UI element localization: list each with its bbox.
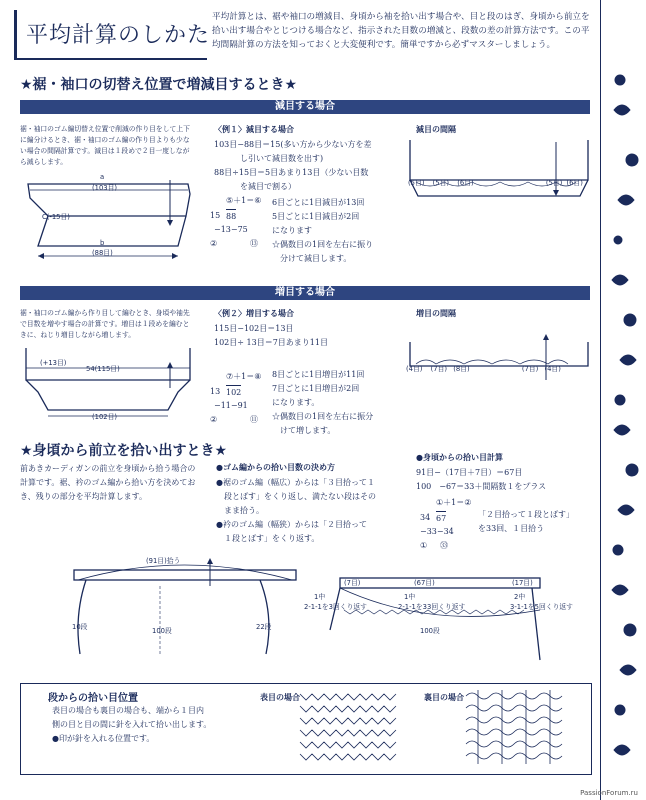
bottom-lines <box>52 704 252 746</box>
pick-result-line: を33回、１目拾う <box>478 524 545 533</box>
decrease-interval-label: (5目) <box>432 179 450 187</box>
page-title: 平均計算のしかた <box>26 23 211 48</box>
decrease-top-value: (103目) <box>92 184 118 192</box>
increase-interval-label: (4目) <box>406 365 423 373</box>
border-line <box>600 0 601 800</box>
right-rows-label: 100段 <box>420 627 440 635</box>
example1-calc-line: し引いて減目数を出す) <box>240 154 324 163</box>
pick-calc-line: 100 −67＝33＋間隔数１をプラス <box>416 482 547 491</box>
purl-label: 裏目の場合 <box>424 693 464 702</box>
pick-result-line: 「２目拾って１段とばす」 <box>478 510 574 519</box>
example1-calc-line: を減目で割る） <box>240 182 296 191</box>
example1-div-bottom-right: ⑬ <box>250 239 258 248</box>
rib-line: ●衿のゴム編（幅狭）からは「２目拾って <box>216 520 367 529</box>
example1-result <box>272 196 402 266</box>
increase-top-value: 54(115目) <box>86 365 120 373</box>
rib-line: ●裾のゴム編（幅広）からは「３目拾って１ <box>216 478 375 487</box>
example2-calc <box>214 322 404 350</box>
bottom-title: 段からの拾い目位置 <box>48 693 138 704</box>
knit-label: 表目の場合 <box>260 693 300 702</box>
example1-div-divisor: 15 <box>210 211 221 220</box>
knit-swatch <box>296 688 402 768</box>
section1-heading: ★裾・袖口の切替え位置で増減目するとき★ <box>20 77 298 93</box>
example1-result-line: 分けて減目します。 <box>280 254 352 263</box>
example1-calc <box>214 138 404 194</box>
example1-div-top: ⑤＋1＝⑥ <box>226 196 262 205</box>
increase-interval-diagram <box>404 326 594 396</box>
purl-swatch <box>462 688 568 768</box>
increase-interval-title: 増目の間隔 <box>416 309 456 318</box>
right-right-count: (17目) <box>512 579 533 587</box>
section2-heading: ★身頃から前立を拾い出すとき★ <box>20 443 228 459</box>
site-watermark: PassionForum.ru <box>580 789 638 797</box>
pick-calc-title: ●身頃からの拾い目計算 <box>416 453 503 462</box>
decrease-bottom-value: (88目) <box>92 249 113 257</box>
left-pick-label: (91目)拾う <box>146 557 181 565</box>
right-right-mark: 2中 <box>514 593 526 601</box>
rib-line: まま拾う。 <box>224 506 264 515</box>
right-right-rule: 3-1-1を5回くり返す <box>510 603 573 611</box>
example2-title: 〈例２〉増目する場合 <box>214 309 294 318</box>
example2-div-bottom-right: ⑪ <box>250 415 258 424</box>
pick-div-dividend: 67 <box>436 511 446 526</box>
rib-title: ●ゴム編からの拾い目数の決め方 <box>216 463 335 472</box>
pick-div-bottom-right: ㉝ <box>440 541 448 550</box>
example2-result-line: けて増します。 <box>280 426 336 435</box>
decrease-desc: 裾・袖口のゴム編切替え位置で削減の作り目をして上下に編分けるとき、裾・袖口のゴム編の作り目よりも少ない場合の間隔計算です。減目は１段めで２目一度しながら減らします。 <box>20 125 190 166</box>
decrease-interval-label: (5目) <box>408 179 425 187</box>
example1-div-sub: −13−75 <box>214 225 248 234</box>
left-rows-label: 100段 <box>152 627 172 635</box>
example1-div-bottom-left: ② <box>210 239 218 248</box>
pick-div-top: ①＋1＝② <box>436 498 472 507</box>
example2-div-sub: −11−91 <box>214 401 248 410</box>
pick-calc-line: 91目−（17目＋7目）＝67目 <box>416 468 523 477</box>
example2-result-line: 8目ごとに1目増目が11回 <box>272 370 365 379</box>
rib-lines <box>216 476 406 546</box>
bottom-line: 側の目と目の間に針を入れて拾い出します。 <box>52 720 212 729</box>
example2-calc-line: 102目÷ 13目＝7目あまり11目 <box>214 338 328 347</box>
right-center-rule: 2-1-1を33回くり返す <box>398 603 466 611</box>
decrease-interval-diagram <box>404 140 594 210</box>
decrease-interval-labels <box>406 178 596 189</box>
rib-line: 段とばす」をくり返し、満たない段はその <box>224 492 376 501</box>
decrease-interval-label: (5目) <box>545 179 563 187</box>
example1-result-line: 6目ごとに1目減目が13回 <box>272 198 365 207</box>
example1-calc-line: 88目÷15目＝5目あまり13目（少ない目数 <box>214 168 369 177</box>
floral-border <box>604 0 646 800</box>
bottom-line: ●印が針を入れる位置です。 <box>52 734 155 743</box>
example2-result <box>272 368 402 438</box>
right-left-rule: 2-1-1を3回くり返す <box>304 603 367 611</box>
example2-result-line: ☆偶数目の1回を左右に振分 <box>272 412 374 421</box>
pick-calc-lines <box>416 466 596 494</box>
example2-div-divisor: 13 <box>210 387 221 396</box>
right-center-mark: 1中 <box>404 593 416 601</box>
decrease-b-label: b <box>100 239 105 247</box>
increase-top-left: (+13目) <box>40 359 67 367</box>
right-left-mark: 1中 <box>314 593 326 601</box>
decrease-a-label: a <box>100 173 105 181</box>
left-rows2-label: 22段 <box>256 623 272 631</box>
decrease-c-label: C(-15目) <box>42 213 70 221</box>
increase-bar: 増目する場合 <box>20 286 590 300</box>
example2-div-dividend: 102 <box>226 385 241 400</box>
increase-desc: 裾・袖口のゴム編から作り目して編むとき、身頃や袖先で目数を増やす場合の計算です。増目は１段めを編むときに、ねじり増目しながら増します。 <box>20 309 190 339</box>
pick-div-sub: −33−34 <box>420 527 454 536</box>
increase-interval-labels <box>406 364 596 375</box>
increase-interval-label: (7目) <box>430 365 448 373</box>
bottom-line: 表目の場合も裏目の場合も、端から１目内 <box>52 706 204 715</box>
increase-interval-label: (7目) <box>521 365 539 373</box>
example2-result-line: 7目ごとに1目増目が2回 <box>272 384 360 393</box>
example1-result-line: になります <box>272 226 312 235</box>
pick-div-bottom-left: ① <box>420 541 428 550</box>
intro-text: 平均計算とは、裾や袖口の増減目、身頃から袖を拾い出す場合や、目と段のはぎ、身頃から前立を拾い出す場合やとじつける場合など、指示された目数の増減と、段数の差の計算方法です。この平均間隔計算の方法を知っておくと大変便利です。簡単ですから必ずマスターしましょう。 <box>212 12 590 50</box>
right-left-count: (7目) <box>344 579 361 587</box>
example1-div-dividend: 88 <box>226 209 236 224</box>
decrease-interval-title: 減目の間隔 <box>416 125 456 134</box>
example2-div-top: ⑦＋1＝⑧ <box>226 372 262 381</box>
example1-result-line: ☆偶数目の1回を左右に振り <box>272 240 374 249</box>
increase-bottom-value: (102目) <box>92 413 118 421</box>
decrease-interval-label: (6目) <box>566 179 583 187</box>
decrease-interval-label: (6目) <box>457 179 474 187</box>
increase-interval-label: (4目) <box>544 365 561 373</box>
example1-calc-line: 103目−88目＝15(多い方から少ない方を差 <box>214 140 372 149</box>
pick-result <box>478 508 598 536</box>
decrease-bar: 減目する場合 <box>20 100 590 114</box>
example1-result-line: 5目ごとに1目減目が2回 <box>272 212 360 221</box>
rib-line: １段とばす」をくり返す。 <box>224 534 320 543</box>
left-rows3-label: 10段 <box>72 623 88 631</box>
pickup-left-diagram <box>70 556 300 666</box>
pick-div-divisor: 34 <box>420 513 431 522</box>
example1-title: 〈例１〉減目する場合 <box>214 125 294 134</box>
example2-result-line: になります。 <box>272 398 320 407</box>
section2-desc: 前あきカーディガンの前立を身頃から拾う場合の計算です。裾、衿のゴム編から拾い方を決めておき、残りの部分を平均計算します。 <box>20 464 196 501</box>
example2-calc-line: 115目−102目＝13目 <box>214 324 294 333</box>
right-center-count: (67目) <box>414 579 435 587</box>
example2-div-bottom-left: ② <box>210 415 218 424</box>
increase-interval-label: (8目) <box>453 365 470 373</box>
